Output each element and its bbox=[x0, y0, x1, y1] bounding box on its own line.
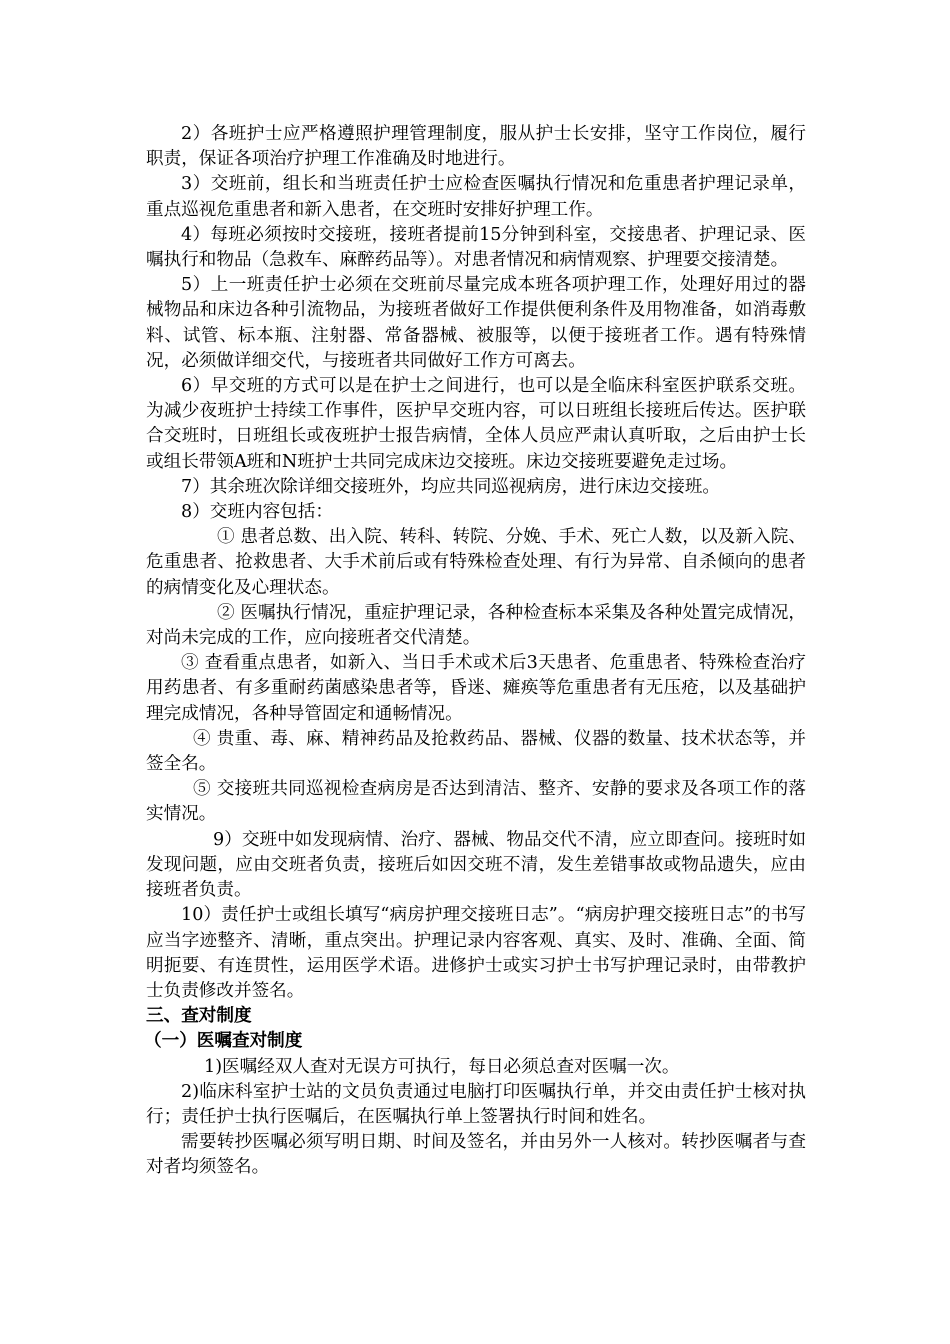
paragraph-item-7: 7）其余班次除详细交接班外，均应共同巡视病房，进行床边交接班。 bbox=[181, 476, 721, 497]
paragraph-item-8: 8）交班内容包括： bbox=[181, 502, 333, 523]
sub-paragraph-2: 2)临床科室护士站的文员负责通过电脑打印医嘱执行单，并交由责任护士核对执行；责任护士执行医嘱后，在医嘱执行单上签署执行时间和姓名。 bbox=[146, 1081, 806, 1127]
handover-content-3: ③ 查看重点患者，如新入、当日手术或术后3天患者、危重患者、特殊检查治疗用药患者、有多重耐药菌感染患者等，昏迷、瘫痪等危重患者有无压疮，以及基础护理完成情况，各种导管固定和通畅情况。 bbox=[146, 653, 806, 724]
subsection-heading: （一）医嘱查对制度 bbox=[144, 1031, 303, 1052]
handover-content-4: ④ 贵重、毒、麻、精神药品及抢救药品、器械、仪器的数量、技术状态等，并签全名。 bbox=[146, 728, 806, 775]
section-heading: 三、查对制度 bbox=[146, 1006, 252, 1027]
paragraph-item-3: 3）交班前，组长和当班责任护士应检查医嘱执行情况和危重患者护理记录单，重点巡视危重患者和新入患者，在交班时安排好护理工作。 bbox=[146, 174, 806, 220]
handover-content-2: ② 医嘱执行情况，重症护理记录，各种检查标本采集及各种处置完成情况，对尚未完成的工作，应向接班者交代清楚。 bbox=[146, 602, 806, 649]
sub-paragraph-1: 1)医嘱经双人查对无误方可执行，每日必须总查对医嘱一次。 bbox=[204, 1056, 680, 1077]
paragraph-item-5: 5）上一班责任护士必须在交班前尽量完成本班各项护理工作，处理好用过的器械物品和床边各种引流物品，为接班者做好工作提供便利条件及用物准备，如消毒敷料、试管、标本瓶、注射器、常备器械、被服等，以便于接班者工作。遇有特殊情况，必须做详细交代，与接班者共同做好工作方可离去。 bbox=[146, 275, 806, 371]
paragraph-item-10: 10）责任护士或组长填写“病房护理交接班日志”。“病房护理交接班日志”的书写应当字迹整齐、清晰，重点突出。护理记录内容客观、真实、及时、准确、全面、简明扼要、有连贯性，运用医学术语。进修护士或实习护士书写护理记录时，由带教护士负责修改并签名。 bbox=[146, 905, 806, 1001]
paragraph-item-6: 6）早交班的方式可以是在护士之间进行，也可以是全临床科室医护联系交班。为减少夜班护士持续工作事件，医护早交班内容，可以日班组长接班后传达。医护联合交班时，日班组长或夜班护士报告病情，全体人员应严肃认真听取，之后由护士长或组长带领A班和N班护士共同完成床边交接班。床边交接班要避免走过场。 bbox=[146, 376, 806, 472]
paragraph-item-4: 4）每班必须按时交接班，接班者提前15分钟到科室，交接患者、护理记录、医嘱执行和物品（急救车、麻醉药品等）。对患者情况和病情观察、护理要交接清楚。 bbox=[146, 224, 806, 271]
paragraph-item-9: 9）交班中如发现病情、治疗、器械、物品交代不清，应立即查问。接班时如发现问题，应由交班者负责，接班后如因交班不清，发生差错事故或物品遗失，应由接班者负责。 bbox=[146, 829, 806, 901]
paragraph-item-2: 2）各班护士应严格遵照护理管理制度，服从护士长安排，坚守工作岗位，履行职责，保证各项治疗护理工作准确及时地进行。 bbox=[146, 124, 806, 170]
handover-content-5: ⑤ 交接班共同巡视检查病房是否达到清洁、整齐、安静的要求及各项工作的落实情况。 bbox=[146, 779, 806, 825]
document-page bbox=[146, 122, 806, 1181]
handover-content-1: ① 患者总数、出入院、转科、转院、分娩、手术、死亡人数，以及新入院、危重患者、抢救患者、大手术前后或有特殊检查处理、有行为异常、自杀倾向的患者的病情变化及心理状态。 bbox=[146, 527, 806, 598]
sub-paragraph-3: 需要转抄医嘱必须写明日期、时间及签名，并由另外一人核对。转抄医嘱者与查对者均须签名。 bbox=[146, 1132, 806, 1178]
